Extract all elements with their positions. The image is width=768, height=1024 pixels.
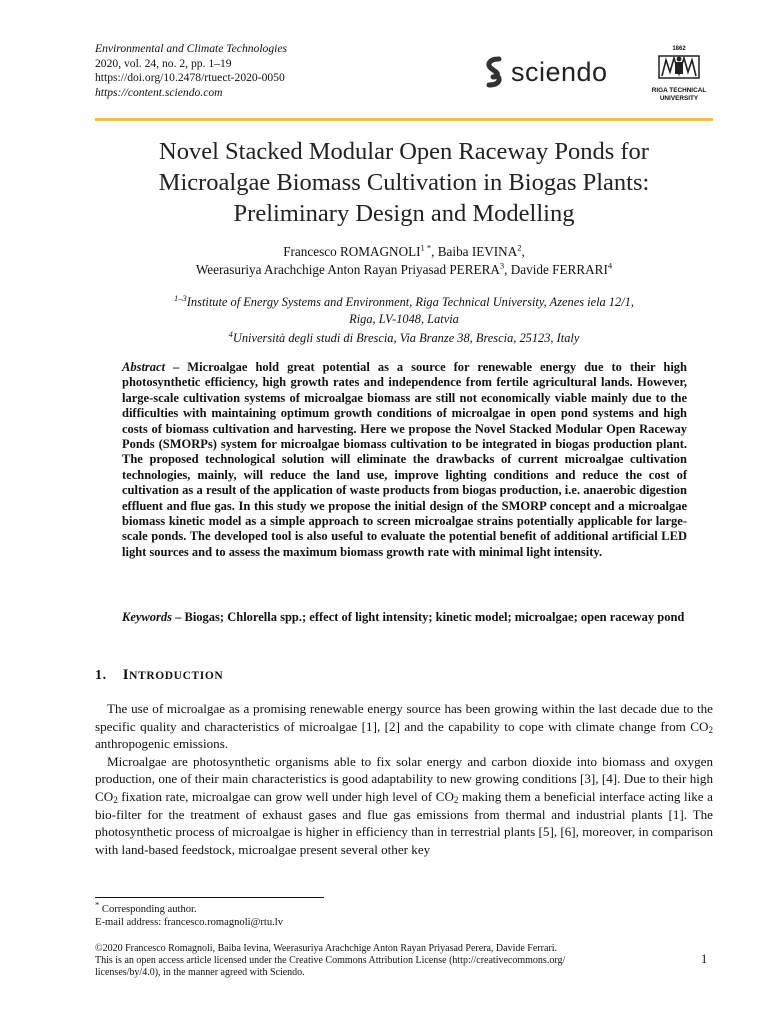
keywords xyxy=(122,610,687,625)
abstract-text: – Microalgae hold great potential as a source for renewable energy due to their high photosynthetic efficiency, high growth rates and independence from fertile agricultural lands. However, large-scale cultivation systems of microalgae biomass are still not economically viable mainly due to the difficulties with maintaining optimum growth conditions of microalgae in open pond systems and high costs of biomass cultivation and harvesting. Here we propose the Novel Stacked Modular Open Raceway Ponds (SMORPs) system for microalgae biomass cultivation to be integrated in biogas production plant. The proposed technological solution will eliminate the drawbacks of current microalgae cultivation technologies, mainly, will reduce the land use, improve lighting conditions and reduce the cost of cultivation as a result of the application of waste products from biogas production, i.e. anaerobic digestion effluent and flue gas. In this study we propose the initial design of the SMORP concept and a microalgae biomass kinetic model as a simple approach to screen microalgae strains potentially applicable for large-scale ponds. The developed tool is also useful to evaluate the potential benefit of additional artificial LED light sources and to assess the maximum biomass growth rate with minimal light intensity. xyxy=(122,360,687,559)
copyright-line1: ©2020 Francesco Romagnoli, Baiba Ievina, Weerasuriya Arachchige Anton Rayan Priyasad Perera, Davide Ferrari. xyxy=(95,943,558,954)
affiliation-2-marker: 4 xyxy=(228,328,233,339)
co2-subscript: 2 xyxy=(708,724,713,735)
author-4: , Davide FERRARI xyxy=(504,262,608,277)
section-number: 1. xyxy=(95,668,107,683)
copyright-line3: licenses/by/4.0), in the manner agreed with Sciendo. xyxy=(95,967,305,979)
sciendo-logo xyxy=(483,54,608,90)
doi-link[interactable]: https://doi.org/10.2478/rtuect-2020-0050 xyxy=(95,71,285,84)
affiliation-1 xyxy=(95,294,713,328)
title-line-3: Preliminary Design and Modelling xyxy=(233,200,575,227)
authors-separator: , xyxy=(521,244,525,259)
keywords-label: Keywords xyxy=(122,610,172,624)
copyright-line2: This is an open access article licensed under the Creative Commons Attribution License (http://creativecommons.org/ xyxy=(95,955,566,967)
footnote-email[interactable]: E-mail address: francesco.romagnoli@rtu.lv xyxy=(95,916,284,928)
footnote xyxy=(95,899,284,929)
abstract-label: Abstract xyxy=(122,360,166,374)
author-3: Weerasuriya Arachchige Anton Rayan Priyasad PERERA xyxy=(195,262,500,277)
section-title-initial: I xyxy=(122,667,130,683)
header-rule xyxy=(95,118,713,121)
author-3-affiliation: 3 xyxy=(499,260,505,271)
author-1: Francesco ROMAGNOLI xyxy=(283,244,421,259)
affiliation-2 xyxy=(95,330,713,347)
authors-line-1 xyxy=(95,243,713,261)
paragraph-2-part-a: Microalgae are photosynthetic organisms able to fix solar energy and carbon dioxide into biomass and oxygen production, one of their main characteristics is good adaptability to new growing conditions [3], [4]. Due to their high CO xyxy=(95,753,713,804)
rtu-crest-icon xyxy=(656,52,702,82)
sciendo-wordmark: sciendo xyxy=(511,56,608,87)
section-title-rest: NTRODUCTION xyxy=(129,670,224,682)
footnote-line1: Corresponding author. xyxy=(99,904,197,915)
section-heading-introduction xyxy=(95,667,223,684)
affiliation-2-text: Università degli studi di Brescia, Via Branze 38, Brescia, 25123, Italy xyxy=(232,331,580,345)
journal-name: Environmental and Climate Technologies xyxy=(95,42,288,55)
paragraph-1-part-b: anthropogenic emissions. xyxy=(95,736,229,752)
author-list xyxy=(95,243,713,279)
author-1-affiliation: 1 * xyxy=(420,242,432,253)
body-text xyxy=(95,700,713,858)
sciendo-mark-icon xyxy=(483,56,505,88)
page-number: 1 xyxy=(701,952,708,966)
co2-subscript: 2 xyxy=(453,794,459,805)
journal-volume: 2020, vol. 24, no. 2, pp. 1–19 xyxy=(95,56,232,70)
author-4-affiliation: 4 xyxy=(607,260,613,271)
abstract xyxy=(122,360,687,560)
rtu-logo xyxy=(640,46,718,102)
footnote-mark: * xyxy=(95,899,100,910)
paragraph-2-part-c: making them a beneficial interface acting like a bio-filter for the treatment of exhaust gases and flue gas emissions from thermal and industrial plants [1]. The photosynthetic process of microalgae is higher in efficiency than in terrestrial plants [5], [6], moreover, in comparison with land-based feedstock, microalgae present several other key xyxy=(95,788,713,857)
title-line-2: Microalgae Biomass Cultivation in Biogas Plants: xyxy=(158,169,650,196)
paragraph-1 xyxy=(95,700,713,753)
author-2-affiliation: 2 xyxy=(517,242,522,253)
rtu-name-line2: UNIVERSITY xyxy=(659,94,699,102)
paragraph-2-part-b: fixation rate, microalgae can grow well under high level of CO xyxy=(117,788,454,804)
rtu-name-line1: RIGA TECHNICAL xyxy=(651,87,707,94)
keywords-text: – Biogas; Chlorella spp.; effect of light intensity; kinetic model; microalgae; open raceway pond xyxy=(172,610,685,624)
journal-info xyxy=(95,42,287,100)
affiliation-1-marker: 1–3 xyxy=(174,292,187,303)
rtu-year: 1862 xyxy=(672,46,686,52)
authors-line-2 xyxy=(95,261,713,279)
footnote-rule xyxy=(95,897,324,898)
affiliation-1-line2: Riga, LV-1048, Latvia xyxy=(349,312,459,326)
copyright-notice xyxy=(95,943,655,980)
paper-title xyxy=(95,136,713,229)
co2-subscript: 2 xyxy=(113,794,118,805)
publisher-url[interactable]: https://content.sciendo.com xyxy=(95,85,223,99)
affiliation-1-line1: Institute of Energy Systems and Environment, Riga Technical University, Azenes iela 12/1, xyxy=(186,295,634,309)
author-2: , Baiba IEVINA xyxy=(431,244,518,259)
title-line-1: Novel Stacked Modular Open Raceway Ponds for xyxy=(159,138,649,165)
paragraph-2 xyxy=(95,753,713,859)
paragraph-1-part-a: The use of microalgae as a promising renewable energy source has been growing within the last decade due to the specific quality and characteristics of microalgae [1], [2] and the capability to cope with climate change from CO xyxy=(95,701,713,734)
